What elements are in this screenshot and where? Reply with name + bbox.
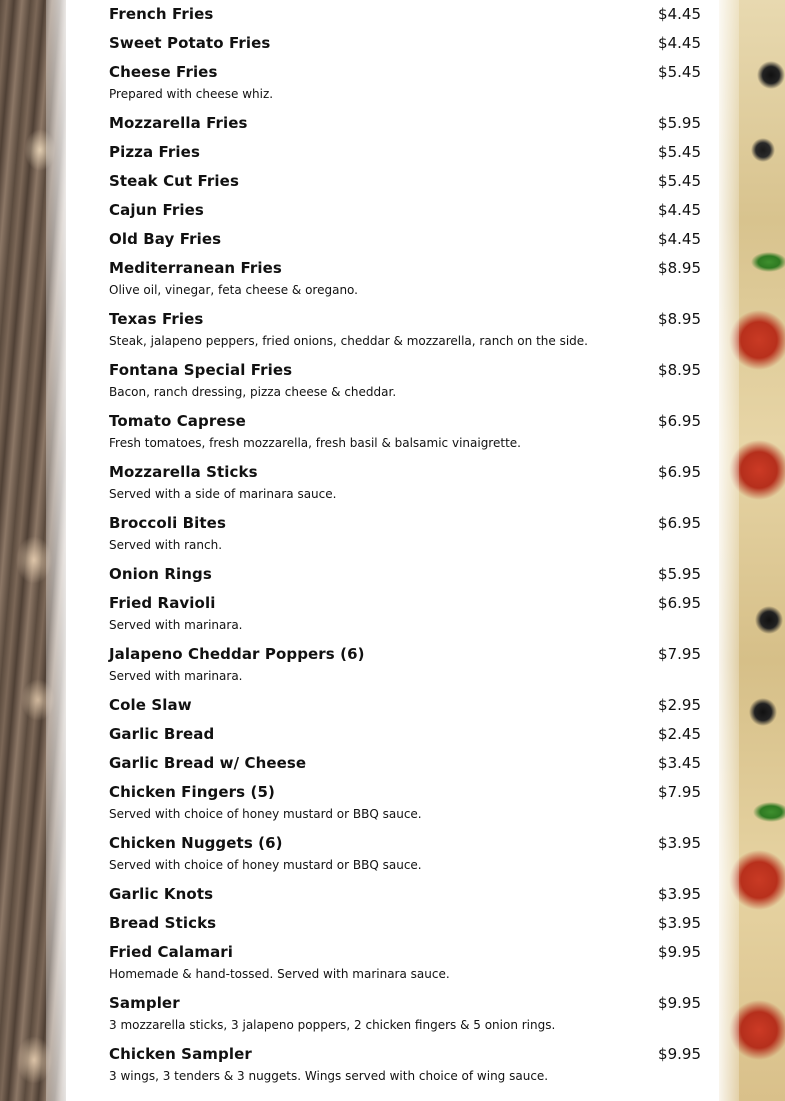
menu-item (109, 167, 701, 196)
menu-item-description: Steak, jalapeno peppers, fried onions, cheddar & mozzarella, ranch on the side. (109, 334, 588, 348)
menu-item-name: Broccoli Bites (109, 514, 226, 532)
menu-item-price: $3.95 (658, 885, 701, 903)
menu-item-description: Served with marinara. (109, 618, 243, 632)
menu-item-row (109, 62, 701, 82)
menu-item-name: Jalapeno Cheddar Poppers (6) (109, 645, 365, 663)
menu-item-row (109, 884, 701, 904)
menu-item-price: $6.95 (658, 412, 701, 430)
menu-item (109, 880, 701, 909)
menu-item-row (109, 564, 701, 584)
menu-item-list (109, 0, 701, 1091)
menu-item-name: Chicken Nuggets (6) (109, 834, 283, 852)
menu-item-row (109, 913, 701, 933)
menu-item (109, 138, 701, 167)
menu-item (109, 109, 701, 138)
menu-item-row (109, 993, 701, 1013)
menu-item-price: $5.45 (658, 63, 701, 81)
menu-item-price: $4.45 (658, 5, 701, 23)
menu-item (109, 749, 701, 778)
menu-item (109, 254, 701, 305)
menu-item (109, 407, 701, 458)
menu-item-price: $3.95 (658, 834, 701, 852)
menu-item (109, 989, 701, 1040)
menu-item (109, 58, 701, 109)
menu-item-price: $8.95 (658, 310, 701, 328)
menu-item-price: $9.95 (658, 994, 701, 1012)
menu-item-row (109, 113, 701, 133)
menu-item-price: $3.45 (658, 754, 701, 772)
menu-item (109, 560, 701, 589)
menu-item-name: Garlic Bread (109, 725, 215, 743)
menu-item-row (109, 1044, 701, 1064)
menu-item-name: Bread Sticks (109, 914, 217, 932)
menu-item-name: Steak Cut Fries (109, 172, 239, 190)
menu-item-name: Garlic Bread w/ Cheese (109, 754, 307, 772)
menu-item-name: Mozzarella Sticks (109, 463, 258, 481)
menu-item-price: $5.45 (658, 172, 701, 190)
menu-item-name: Cajun Fries (109, 201, 204, 219)
menu-item-name: Fried Ravioli (109, 594, 216, 612)
menu-item-row (109, 513, 701, 533)
menu-item-description: 3 wings, 3 tenders & 3 nuggets. Wings served with choice of wing sauce. (109, 1069, 549, 1083)
menu-item (109, 0, 701, 29)
menu-item-name: Fontana Special Fries (109, 361, 293, 379)
menu-item-name: Garlic Knots (109, 885, 214, 903)
menu-item-row (109, 258, 701, 278)
menu-item-price: $9.95 (658, 1045, 701, 1063)
menu-item (109, 720, 701, 749)
menu-item-price: $8.95 (658, 361, 701, 379)
menu-item-name: Sampler (109, 994, 180, 1012)
menu-item (109, 29, 701, 58)
menu-item-price: $2.45 (658, 725, 701, 743)
menu-item-price: $2.95 (658, 696, 701, 714)
menu-item (109, 196, 701, 225)
menu-item-price: $7.95 (658, 645, 701, 663)
menu-item (109, 640, 701, 691)
menu-item (109, 225, 701, 254)
menu-item-price: $4.45 (658, 34, 701, 52)
menu-item-name: Mediterranean Fries (109, 259, 282, 277)
menu-item-price: $9.95 (658, 943, 701, 961)
menu-item-name: Mozzarella Fries (109, 114, 248, 132)
menu-item-row (109, 753, 701, 773)
menu-item-price: $3.95 (658, 914, 701, 932)
menu-item-row (109, 229, 701, 249)
menu-item-description: Prepared with cheese whiz. (109, 87, 274, 101)
menu-item (109, 938, 701, 989)
menu-item-name: Cheese Fries (109, 63, 218, 81)
menu-item-name: Texas Fries (109, 310, 204, 328)
menu-item-row (109, 942, 701, 962)
menu-item-row (109, 360, 701, 380)
menu-item-row (109, 411, 701, 431)
menu-item-name: French Fries (109, 5, 214, 23)
menu-item-row (109, 171, 701, 191)
menu-item-row (109, 462, 701, 482)
menu-item-price: $5.45 (658, 143, 701, 161)
right-fade (719, 0, 739, 1101)
menu-item-row (109, 695, 701, 715)
menu-item-name: Chicken Fingers (5) (109, 783, 275, 801)
menu-item-description: 3 mozzarella sticks, 3 jalapeno poppers, 2 chicken fingers & 5 onion rings. (109, 1018, 556, 1032)
menu-item (109, 458, 701, 509)
menu-item-description: Homemade & hand-tossed. Served with marinara sauce. (109, 967, 450, 981)
menu-item-price: $5.95 (658, 114, 701, 132)
menu-item-row (109, 309, 701, 329)
menu-item (109, 829, 701, 880)
menu-item (109, 909, 701, 938)
menu-item-name: Pizza Fries (109, 143, 200, 161)
pizza-background-right (719, 0, 785, 1101)
menu-item-price: $6.95 (658, 514, 701, 532)
menu-item-row (109, 33, 701, 53)
menu-item-row (109, 593, 701, 613)
wood-background-left (0, 0, 66, 1101)
menu-item (109, 589, 701, 640)
menu-item-price: $8.95 (658, 259, 701, 277)
menu-item (109, 509, 701, 560)
menu-item-description: Served with ranch. (109, 538, 223, 552)
menu-item-description: Olive oil, vinegar, feta cheese & oregano. (109, 283, 358, 297)
menu-item-name: Sweet Potato Fries (109, 34, 271, 52)
menu-item-row (109, 782, 701, 802)
menu-item-row (109, 724, 701, 744)
menu-item-price: $6.95 (658, 463, 701, 481)
menu-item-row (109, 4, 701, 24)
menu-item-name: Onion Rings (109, 565, 212, 583)
menu-item-name: Cole Slaw (109, 696, 192, 714)
menu-item-price: $7.95 (658, 783, 701, 801)
menu-item-row (109, 833, 701, 853)
menu-item-description: Served with a side of marinara sauce. (109, 487, 337, 501)
left-fade (46, 0, 66, 1101)
menu-item-price: $6.95 (658, 594, 701, 612)
menu-item-row (109, 142, 701, 162)
menu-item-description: Fresh tomatoes, fresh mozzarella, fresh basil & balsamic vinaigrette. (109, 436, 521, 450)
menu-item-description: Bacon, ranch dressing, pizza cheese & cheddar. (109, 385, 397, 399)
menu-item-name: Chicken Sampler (109, 1045, 252, 1063)
menu-item-name: Tomato Caprese (109, 412, 246, 430)
menu-item-price: $5.95 (658, 565, 701, 583)
menu-item-price: $4.45 (658, 230, 701, 248)
menu-panel (66, 0, 719, 1101)
menu-item-name: Old Bay Fries (109, 230, 222, 248)
menu-item (109, 1040, 701, 1091)
menu-item-row (109, 200, 701, 220)
menu-item (109, 691, 701, 720)
menu-item-description: Served with choice of honey mustard or BBQ sauce. (109, 807, 422, 821)
menu-item-row (109, 644, 701, 664)
menu-item-description: Served with choice of honey mustard or BBQ sauce. (109, 858, 422, 872)
menu-item-description: Served with marinara. (109, 669, 243, 683)
menu-item-name: Fried Calamari (109, 943, 234, 961)
menu-item-price: $4.45 (658, 201, 701, 219)
menu-item (109, 356, 701, 407)
menu-item (109, 778, 701, 829)
menu-item (109, 305, 701, 356)
